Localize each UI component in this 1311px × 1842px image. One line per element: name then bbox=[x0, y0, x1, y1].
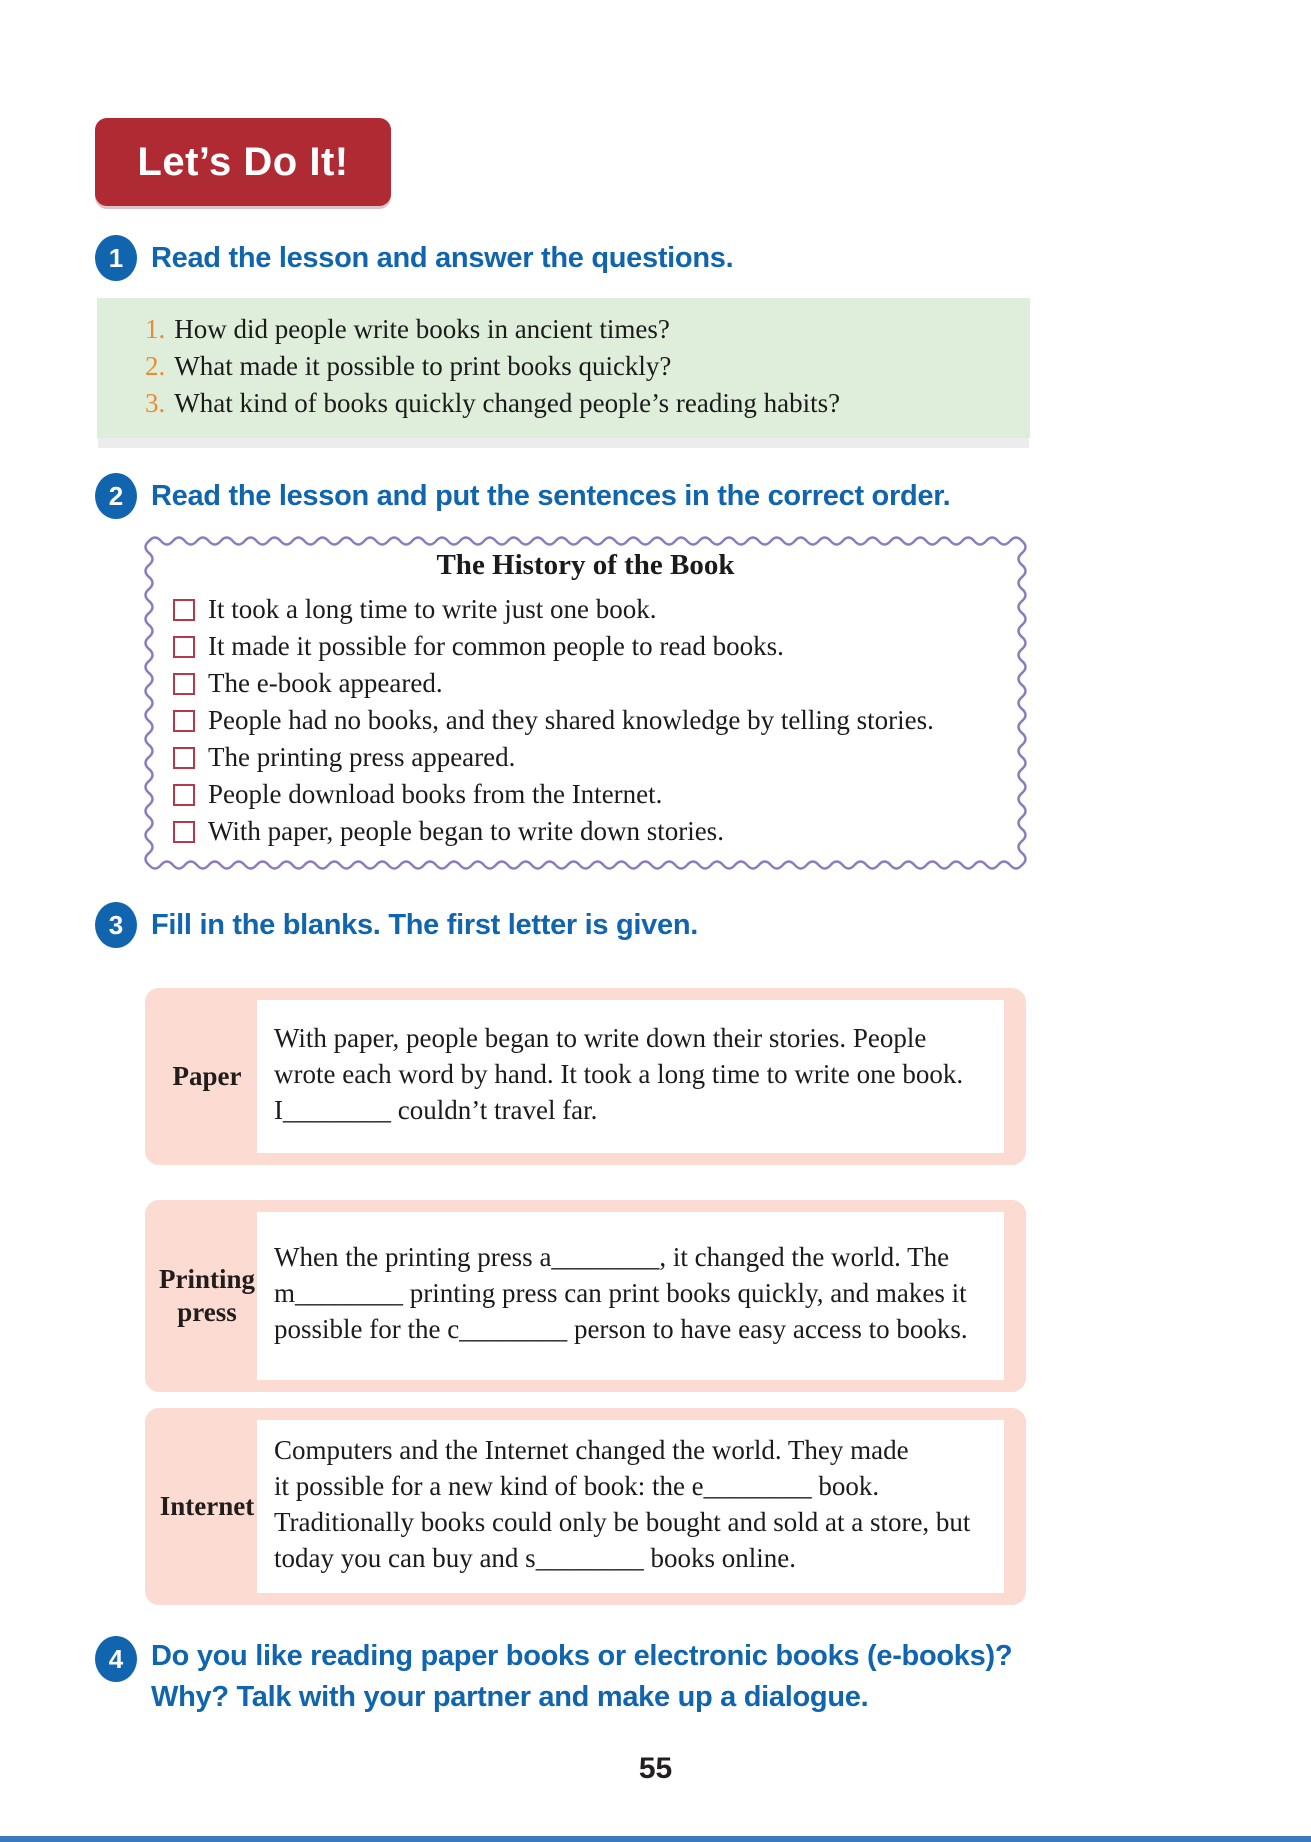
bottom-accent-bar bbox=[0, 1836, 1311, 1842]
ordering-box bbox=[143, 535, 1028, 871]
question-number: 3. bbox=[145, 388, 166, 418]
order-item bbox=[173, 739, 1028, 776]
fill-card-text bbox=[257, 1420, 1004, 1593]
order-checkbox[interactable] bbox=[173, 673, 195, 695]
exercise-4-header bbox=[95, 1636, 1012, 1718]
section-banner bbox=[95, 118, 391, 206]
fill-card-text bbox=[257, 1212, 1004, 1380]
exercise-1-number-badge: 1 bbox=[95, 235, 137, 281]
fill-card-label: Printing press bbox=[158, 1264, 255, 1327]
fill-card-line: Traditionally books could only be bought and sold at a store, but bbox=[274, 1507, 971, 1537]
order-item bbox=[173, 776, 1028, 813]
fill-card-label: Paper bbox=[172, 1061, 242, 1091]
fill-card-line: Computers and the Internet changed the world. They made bbox=[274, 1435, 909, 1465]
order-item bbox=[173, 665, 1028, 702]
order-checkbox[interactable] bbox=[173, 636, 195, 658]
question-text: What made it possible to print books quickly? bbox=[174, 351, 672, 381]
page-number: 55 bbox=[638, 1752, 673, 1785]
fill-card-text bbox=[257, 1000, 1004, 1153]
exercise-2-header bbox=[95, 473, 950, 519]
questions-box bbox=[97, 298, 1030, 438]
ordering-box-title: The History of the Book bbox=[436, 549, 735, 581]
exercise-4-title bbox=[151, 1636, 1012, 1718]
order-item bbox=[173, 702, 1028, 739]
exercise-4-title-line: Why? Talk with your partner and make up a dialogue. bbox=[151, 1681, 869, 1713]
fill-card-line: I________ couldn’t travel far. bbox=[274, 1095, 598, 1125]
order-checkbox[interactable] bbox=[173, 710, 195, 732]
order-item-text: People download books from the Internet. bbox=[208, 779, 663, 809]
fill-card-label: Internet bbox=[159, 1491, 255, 1521]
order-checkbox[interactable] bbox=[173, 821, 195, 843]
question-text: What kind of books quickly changed people’s reading habits? bbox=[174, 388, 841, 418]
fill-card-internet bbox=[145, 1408, 1026, 1605]
question-row bbox=[145, 385, 1010, 422]
order-item-text: It made it possible for common people to read books. bbox=[208, 631, 784, 661]
fill-card-line: it possible for a new kind of book: the e________ book. bbox=[274, 1471, 880, 1501]
fill-card-line: possible for the c________ person to have easy access to books. bbox=[274, 1314, 968, 1344]
exercise-4-title-line: Do you like reading paper books or electronic books (e-books)? bbox=[151, 1640, 1013, 1672]
question-row bbox=[145, 348, 1010, 385]
order-item-text: With paper, people began to write down stories. bbox=[208, 816, 724, 846]
exercise-3-title: Fill in the blanks. The first letter is given. bbox=[151, 908, 698, 941]
order-item-text: The printing press appeared. bbox=[208, 742, 516, 772]
order-item-text: The e-book appeared. bbox=[208, 668, 443, 698]
fill-card-line: today you can buy and s________ books online. bbox=[274, 1543, 796, 1573]
question-row bbox=[145, 311, 1010, 348]
question-text: How did people write books in ancient times? bbox=[174, 314, 670, 344]
order-item bbox=[173, 813, 1028, 850]
section-banner-label: Let’s Do It! bbox=[137, 139, 349, 184]
fill-card-line: m________ printing press can print books quickly, and makes it bbox=[274, 1278, 967, 1308]
fill-card-printing-press bbox=[145, 1200, 1026, 1392]
fill-card-paper bbox=[145, 988, 1026, 1165]
exercise-3-header bbox=[95, 902, 698, 948]
exercise-2-number-badge: 2 bbox=[95, 473, 137, 519]
order-checkbox[interactable] bbox=[173, 784, 195, 806]
exercise-2-title: Read the lesson and put the sentences in the correct order. bbox=[151, 479, 951, 512]
question-number: 2. bbox=[145, 351, 166, 381]
fill-card-line: When the printing press a________, it changed the world. The bbox=[274, 1242, 950, 1272]
order-item bbox=[173, 591, 1028, 628]
order-item-text: People had no books, and they shared knowledge by telling stories. bbox=[208, 705, 934, 735]
fill-card-line: With paper, people began to write down their stories. People bbox=[274, 1023, 927, 1053]
order-item-text: It took a long time to write just one book. bbox=[208, 594, 657, 624]
exercise-3-number-badge: 3 bbox=[95, 902, 137, 948]
order-checkbox[interactable] bbox=[173, 747, 195, 769]
exercise-4-number-badge: 4 bbox=[95, 1636, 137, 1682]
exercise-1-title: Read the lesson and answer the questions. bbox=[151, 241, 734, 274]
order-item bbox=[173, 628, 1028, 665]
exercise-1-header bbox=[95, 235, 733, 281]
order-checkbox[interactable] bbox=[173, 599, 195, 621]
question-number: 1. bbox=[145, 314, 166, 344]
fill-card-line: wrote each word by hand. It took a long time to write one book. bbox=[274, 1059, 964, 1089]
order-list bbox=[143, 591, 1028, 850]
